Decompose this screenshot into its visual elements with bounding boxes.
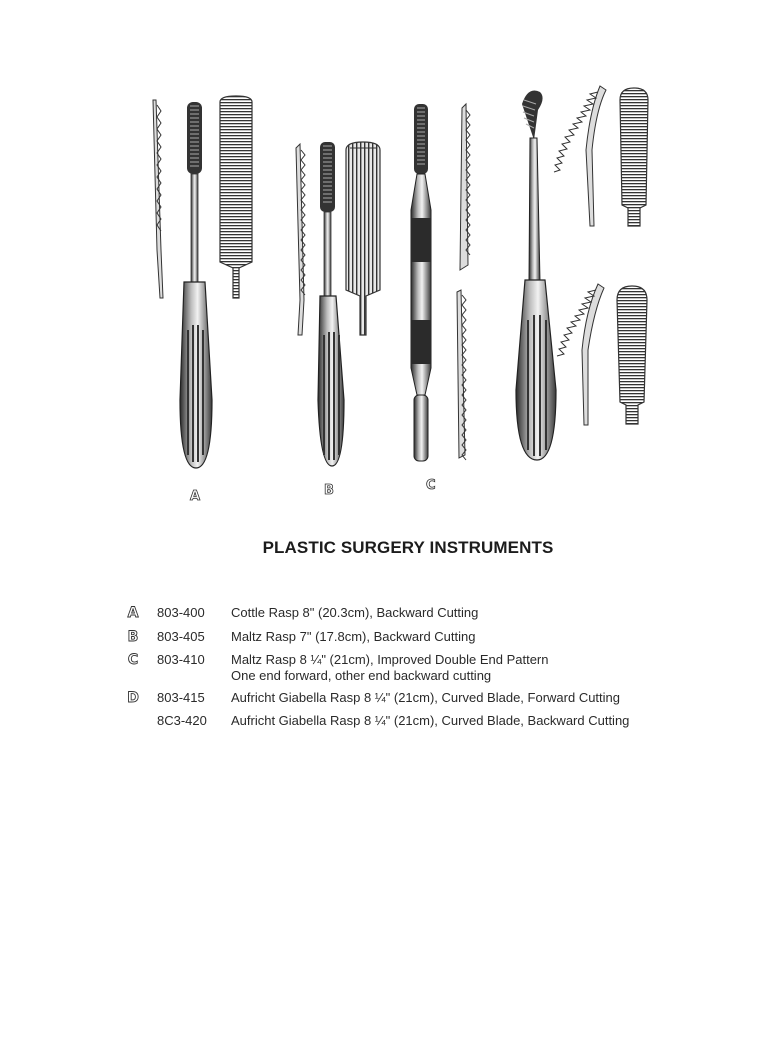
item-letter: D [127,690,139,706]
item-code: 803-405 [157,629,205,644]
item-code: 803-415 [157,690,205,705]
instrument-c [411,104,470,461]
list-item [0,652,780,686]
item-description: Maltz Rasp 8 ¼" (21cm), Improved Double End Pattern [231,652,549,667]
page-title: PLASTIC SURGERY INSTRUMENTS [262,538,554,557]
list-item [0,713,780,731]
list-item [0,690,780,708]
figure-label-b: B [324,483,334,498]
instrument-d [516,86,648,460]
item-description: Maltz Rasp 7" (17.8cm), Backward Cutting [231,629,476,644]
item-description: Cottle Rasp 8" (20.3cm), Backward Cutting [231,605,479,620]
figure-label-c: C [426,478,436,493]
item-letter: B [127,629,139,645]
list-item [0,629,780,647]
item-description: Aufricht Giabella Rasp 8 ¼" (21cm), Curved Blade, Forward Cutting [231,690,621,705]
instrument-b [296,142,380,466]
item-description: Aufricht Giabella Rasp 8 ¼" (21cm), Curved Blade, Backward Cutting [231,713,630,728]
item-code: 8C3-420 [157,713,207,728]
figure-label-a: A [190,489,201,504]
item-letter: C [127,652,139,668]
instrument-a [153,96,252,468]
item-code: 803-400 [157,605,205,620]
instruments-drawing [0,0,780,520]
item-code: 803-410 [157,652,205,667]
item-description-line2: One end forward, other end backward cutting [231,668,492,683]
item-letter: A [127,605,139,621]
instruments-illustration [0,0,780,520]
list-item [0,605,780,623]
